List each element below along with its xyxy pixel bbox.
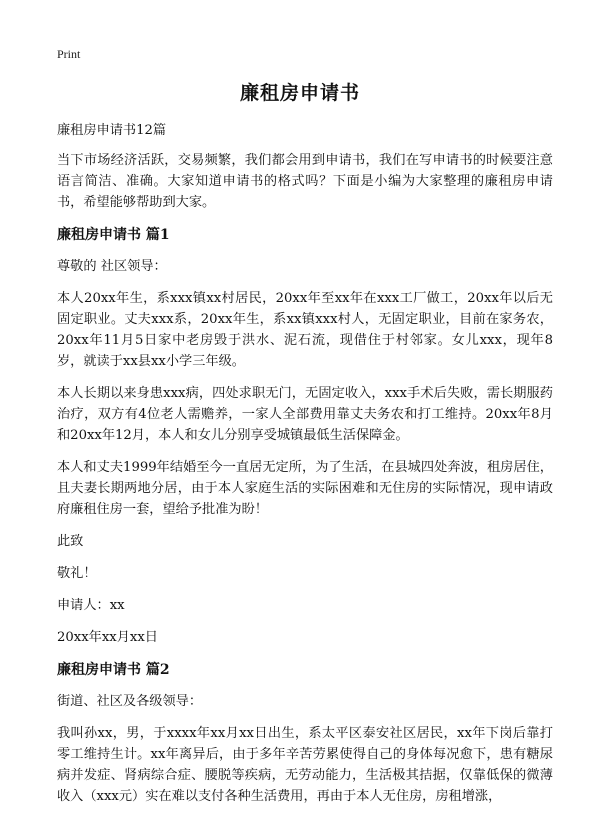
section-1-closing-2: 敬礼！ bbox=[57, 566, 97, 581]
document-subtitle: 廉租房申请书12篇 bbox=[57, 123, 167, 138]
intro-paragraph: 当下市场经济活跃，交易频繁，我们都会用到申请书，我们在写申请书的时候要注意语言简洁、准确。大家知道申请书的格式吗？下面是小编为大家整理的廉租房申请书，希望能够帮助到大家。 bbox=[57, 153, 553, 210]
section-2-heading: 廉租房申请书 篇2 bbox=[57, 662, 170, 678]
section-1-heading: 廉租房申请书 篇1 bbox=[57, 227, 170, 243]
section-2-greeting: 街道、社区及各级领导： bbox=[57, 694, 203, 709]
section-1-paragraph-3: 本人和丈夫1999年结婚至今一直居无定所，为了生活，在县城四处奔波，租房居住，且夫妻长期两地分居，由于本人家庭生活的实际困难和无住房的实际情况，现申请政府廉租住房一套，望给予批准为盼！ bbox=[57, 460, 553, 517]
section-1-paragraph-2: 本人长期以来身患xxx病，四处求职无门，无固定收入，xxx手术后失败，需长期服药治疗，双方有4位老人需赡养，一家人全部费用靠丈夫务农和打工维持。20xx年8月和20xx年12月，本人和女儿分别享受城镇最低生活保障金。 bbox=[57, 386, 553, 443]
section-1-applicant: 申请人：xx bbox=[57, 598, 125, 613]
section-1-paragraph-1: 本人20xx年生，系xxx镇xx村居民，20xx年至xx年在xxx工厂做工，20xx年以后无固定职业。丈夫xxx系，20xx年生，系xx镇xxx村人，无固定职业，目前在家务农，20xx年11月5日家中老房毁于洪水、泥石流，现借住于村邻家。女儿xxx，现年8岁，就读于xx县xx小学三年级。 bbox=[57, 291, 553, 369]
section-1-greeting: 尊敬的 社区领导： bbox=[57, 259, 167, 274]
section-1-closing-1: 此致 bbox=[57, 534, 84, 549]
document-body bbox=[57, 120, 553, 818]
section-1-date: 20xx年xx月xx日 bbox=[57, 630, 158, 645]
print-link[interactable]: Print bbox=[57, 47, 81, 61]
section-2-paragraph-1: 我叫孙xx，男，于xxxx年xx月xx日出生，系太平区泰安社区居民，xx年下岗后靠打零工维持生计。xx年离异后，由于多年辛苦劳累使得自己的身体每况愈下，患有糖尿病并发症、肾病综合症、腰脱等疾病，无劳动能力，生活极其拮据，仅靠低保的微薄收入（xxx元）实在难以支付各种生活费用，再由于本人无住房，房租增涨， bbox=[57, 726, 553, 804]
document-title: 廉租房申请书 bbox=[239, 82, 360, 104]
